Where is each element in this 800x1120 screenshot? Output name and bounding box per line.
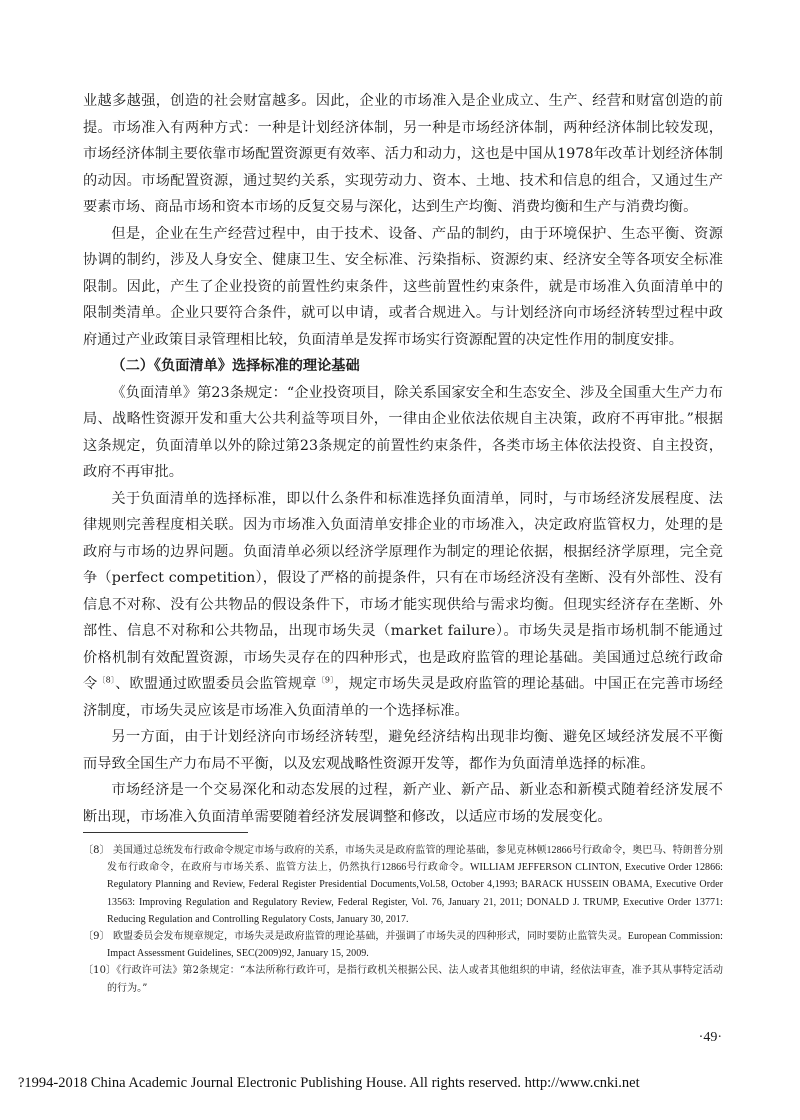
footnote-ref-8[interactable]: 〔8〕 [97,675,116,685]
article-body [83,88,723,830]
page-number: ·49· [698,1030,722,1045]
paragraph-6: 市场经济是一个交易深化和动态发展的过程，新产业、新产品、新业态和新模式随着经济发展不断出现，市场准入负面清单需要随着经济发展调整和修改，以适应市场的发展变化。 [83,782,723,825]
paragraph-4-text-a: 关于负面清单的选择标准，即以什么条件和标准选择负面清单，同时，与市场经济发展程度、法律规则完善程度相关联。因为市场准入负面清单安排企业的市场准入，决定政府监管权力，处理的是政府与市场的边界问题。负面清单必须以经济学原理作为制定的理论依据，根据经济学原理，完全竞争（perfect competition），假设了严格的前提条件，只有在市场经济没有垄断、没有外部性、没有信息不对称、没有公共物品的假设条件下，市场才能实现供给与需求均衡。但现实经济存在垄断、外部性、信息不对称和公共物品，出现市场失灵（market failure）。市场失灵是指市场机制不能通过价格机制有效配置资源，市场失灵存在的四种形式，也是政府监管的理论基础。美国通过总统行政命令 [83,490,723,692]
footnote-9-label: 〔9〕 [83,931,110,943]
paragraph-3: 《负面清单》第23条规定：“企业投资项目，除关系国家安全和生态安全、涉及全国重大生产力布局、战略性资源开发和重大公共利益等项目外，一律由企业依法依规自主决策，政府不再审批。”根据这条规定，负面清单以外的除过第23条规定的前置性约束条件，各类市场主体依法投资、自主投资，政府不再审批。 [83,384,723,480]
paragraph-4 [83,486,723,725]
footnote-9-text: 欧盟委员会发布规章规定，市场失灵是政府监管的理论基础，并强调了市场失灵的四种形式，同时要防止监管失灵。European Commission: Impact Assessment Guidelines, SEC(2009)92, January 15, 2009. [107,931,723,960]
paragraph-4-text-c: ，规定市场失灵是政府监管的理论基础。中国正在完善市场经济制度，市场失灵应该是市场准入负面清单的一个选择标准。 [83,676,724,719]
section-heading: （二）《负面清单》选择标准的理论基础 [111,358,360,374]
footnote-10-label: 〔10〕 [83,965,117,977]
footnote-8-text: 美国通过总统发布行政命令规定市场与政府的关系，市场失灵是政府监管的理论基础，参见克林顿12866号行政命令，奥巴马、特朗普分别发布行政命令，在政府与市场关系、监管方法上，仍然执行12866号行政命令。WILLIAM JEFFERSON CLINTON, Executive Order 12866: Regulatory Planning and Review, Federal Register Presidential Documents,Vol.58, October 4,1993; BARACK HUSSEIN OBAMA, Executive Order 13563: Improving Regulation and Regulatory Review, Federal Register, Vol. 76, January 21, 2011; DONALD J. TRUMP, Executive Order 13771: Reducing Regulation and Controlling Regulatory Costs, January 30, 2017. [107,845,723,925]
paragraph-1: 业越多越强，创造的社会财富越多。因此，企业的市场准入是企业成立、生产、经营和财富创造的前提。市场准入有两种方式：一种是计划经济体制，另一种是市场经济体制，两种经济体制比较发现，市场经济体制主要依靠市场配置资源更有效率、活力和动力，这也是中国从1978年改革计划经济体制的动因。市场配置资源，通过契约关系，实现劳动力、资本、土地、技术和信息的组合，又通过生产要素市场、商品市场和资本市场的反复交易与深化，达到生产均衡、消费均衡和生产与消费均衡。 [83,93,723,215]
footnote-8-label: 〔8〕 [83,845,110,856]
footnote-10 [83,962,723,996]
footnote-ref-9[interactable]: 〔9〕 [316,675,335,685]
footnote-10-text: 《行政许可法》第2条规定：“本法所称行政许可，是指行政机关根据公民、法人或者其他组织的申请，经依法审查，准予其从事特定活动的行为。” [107,965,723,994]
footnote-9 [83,928,723,962]
footnote-divider [83,832,248,833]
copyright-line: ?1994-2018 China Academic Journal Electronic Publishing House. All rights reserved. http://www.cnki.net [18,1075,640,1091]
paragraph-2: 但是，企业在生产经营过程中，由于技术、设备、产品的制约，由于环境保护、生态平衡、资源协调的制约，涉及人身安全、健康卫生、安全标准、污染指标、资源约束、经济安全等各项安全标准限制。因此，产生了企业投资的前置性约束条件，这些前置性约束条件，就是市场准入负面清单中的限制类清单。企业只要符合条件，就可以申请，或者合规进入。与计划经济向市场经济转型过程中政府通过产业政策目录管理相比较，负面清单是发挥市场实行资源配置的决定性作用的制度安排。 [83,225,723,348]
footnotes [83,842,723,997]
paragraph-4-text-b: 、欧盟通过欧盟委员会监管规章 [115,676,317,692]
paragraph-5: 另一方面，由于计划经济向市场经济转型，避免经济结构出现非均衡、避免区域经济发展不平衡而导致全国生产力布局不平衡，以及宏观战略性资源开发等，都作为负面清单选择的标准。 [83,729,723,772]
footnote-8 [83,842,723,928]
